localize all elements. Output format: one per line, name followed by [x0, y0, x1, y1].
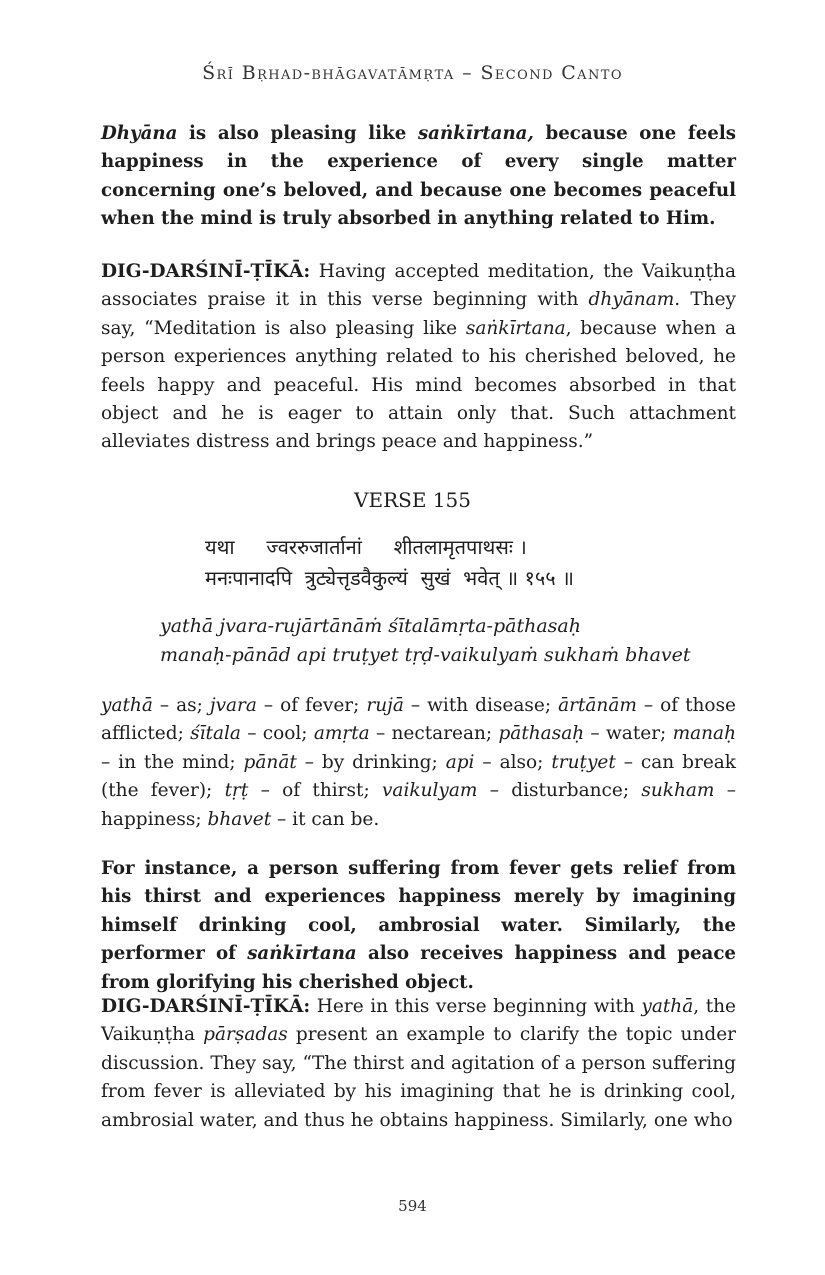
text-span: . They say, “Meditation is also pleasing like	[101, 289, 736, 339]
synonym-term: yathā	[101, 695, 153, 716]
text-span: also receives happiness and peace from glorifying his cherished object.	[101, 943, 736, 993]
text-span: Having accepted meditation, the Vaikuṇṭha associates praise it in this verse beginning with	[101, 261, 736, 311]
text-span: For instance, a person suffering from fever gets relief from his thirst and experiences happiness merely by imagining himself drinking cool, ambrosial water. Similarly, the performer of	[101, 858, 736, 965]
synonym-def: – can break (the fever);	[101, 751, 737, 802]
devanagari-line-1: यथा ज्वररुजार्तानां शीतलामृतपाथसः ।	[205, 535, 527, 559]
synonym-def: – cool;	[240, 723, 314, 745]
transliteration-line-2: manaḥ-pānād api truṭyet tṛḍ-vaikulyaṁ sukhaṁ bhavet	[160, 644, 691, 666]
synonym-def: – in the mind;	[101, 751, 244, 773]
purport-verse-154	[101, 120, 736, 234]
term-yatha: yathā	[641, 996, 694, 1017]
term-parsadas: pārṣadas	[203, 1024, 288, 1046]
running-head: Śrī Bṛhad-bhāgavatāmṛta – Second Canto	[202, 62, 623, 84]
devanagari-line-2: मनःपानादपि त्रुट्येत्तृडवैकुल्यं सुखं भवेत् ॥ १५५ ॥	[205, 566, 574, 590]
synonym-term: bhavet	[207, 808, 272, 830]
synonym-def: – disturbance;	[477, 780, 642, 802]
synonym-term: ārtānām	[558, 695, 637, 716]
synonym-def: – of those afflicted;	[101, 695, 737, 745]
synonyms	[101, 692, 736, 834]
synonym-term: tṛṭ	[224, 780, 249, 802]
synonym-term: vaikulyam	[381, 780, 478, 802]
synonym-def: – with disease;	[403, 695, 559, 716]
synonym-def: – happiness;	[101, 780, 737, 830]
commentary-lead: DIG-DARŚINĪ-ṬĪKĀ:	[101, 261, 311, 282]
commentary-paragraph-2	[101, 993, 736, 1135]
synonym-def: – as;	[152, 695, 210, 716]
synonym-def: – it can be.	[271, 808, 380, 830]
synonym-term: sukham	[641, 780, 715, 802]
text-span: because one feels happiness in the experience of every single matter concerning one’s beloved, and because one becomes peaceful when the mind is truly absorbed in anything related to Him.	[101, 123, 737, 230]
term-dhyana: Dhyāna	[101, 123, 178, 144]
synonym-term: pānāt	[243, 751, 297, 773]
text-span: present an example to clarify the topic under discussion. They say, “The thirst and agitation of a person suffering from fever is alleviated by his imagining that he is drinking cool, ambrosial water, and thus he obtains happiness. Similarly, one who	[101, 1024, 736, 1131]
commentary-paragraph-1	[101, 258, 736, 457]
transliteration-line-1: yathā jvara-rujārtānāṁ śītalāmṛta-pāthasaḥ	[160, 615, 581, 637]
synonym-term: api	[445, 751, 475, 773]
term-sankirtana: saṅkīrtana,	[417, 123, 534, 144]
synonym-def: – nectarean;	[369, 723, 499, 745]
synonym-term: jvara	[209, 695, 257, 716]
synonym-term: amṛta	[313, 723, 370, 745]
synonym-term: truṭyet	[551, 751, 616, 773]
translation-verse-155	[101, 855, 736, 997]
synonym-term: rujā	[366, 695, 404, 716]
synonym-def: – of fever;	[256, 695, 367, 716]
synonym-def: – by drinking;	[296, 751, 446, 773]
verse-title: VERSE 155	[354, 488, 471, 512]
page-number: 594	[398, 1197, 427, 1215]
synonym-def: – also;	[474, 751, 552, 773]
synonym-term: śītala	[190, 723, 241, 745]
text-span: , because when a person experiences anything related to his cherished beloved, he feels happy and peaceful. His mind becomes absorbed in that object and he is eager to attain only that. Such attachment alleviates distress and brings peace and happiness.”	[101, 317, 736, 453]
term-sankirtana: saṅkīrtana	[465, 317, 566, 339]
synonym-def: – water;	[584, 723, 673, 745]
synonym-term: pāthasaḥ	[498, 723, 585, 745]
synonym-term: manaḥ	[672, 723, 736, 745]
commentary-lead: DIG-DARŚINĪ-ṬĪKĀ:	[101, 996, 311, 1017]
synonym-def: – of thirst;	[248, 780, 382, 802]
term-dhyanam: dhyānam	[588, 289, 675, 311]
text-span: is also pleasing like	[177, 123, 418, 144]
text-span: Here in this verse beginning with	[310, 996, 642, 1017]
text-span: , the Vaikuṇṭha	[101, 996, 736, 1046]
term-sankirtana: saṅkīrtana	[247, 943, 357, 965]
